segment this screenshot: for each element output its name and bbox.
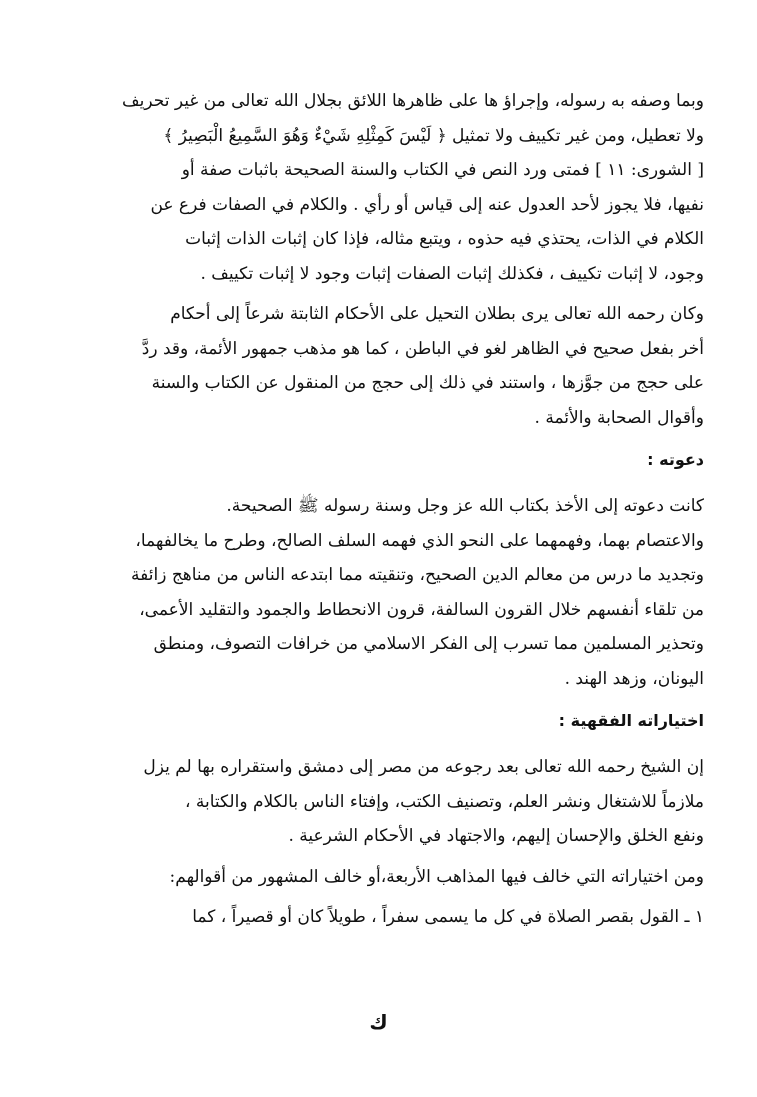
text-line: ومن اختياراته التي خالف فيها المذاهب الأربعة،أو خالف المشهور من أقوالهم: — [169, 866, 704, 887]
text-line: وأقوال الصحابة والأئمة . — [534, 407, 704, 428]
text-line: نفيها، فلا يجوز لأحد العدول عنه إلى قياس أو رأي . والكلام في الصفات فرع عن — [150, 194, 704, 215]
text-line: وبما وصفه به رسوله، وإجراؤ ها على ظاهرها اللائق بجلال الله تعالى من غير تحريف — [122, 91, 704, 111]
text-line: كانت دعوته إلى الأخذ بكتاب الله عز وجل وسنة رسوله ﷺ الصحيحة. — [226, 496, 704, 516]
page-body — [82, 84, 704, 935]
paragraph-dawah — [82, 489, 704, 696]
page-number: ك — [369, 1010, 388, 1034]
text-line: ملازماً للاشتغال ونشر العلم، وتصنيف الكتب، وإفتاء الناس بالكلام والكتابة ، — [185, 791, 704, 812]
paragraph-legal-stratagems — [82, 297, 704, 435]
text-line: وتحذير المسلمين مما تسرب إلى الفكر الاسلامي من خرافات التصوف، ومنطق — [153, 634, 704, 654]
text-line: وكان رحمه الله تعالى يرى بطلان التحيل على الأحكام الثابتة شرعاً إلى أحكام — [170, 304, 704, 324]
text-line: إن الشيخ رحمه الله تعالى بعد رجوعه من مصر إلى دمشق واستقراره بها لم يزل — [143, 757, 704, 777]
text-line: اليونان، وزهد الهند . — [564, 668, 704, 689]
text-line: ولا تعطيل، ومن غير تكييف ولا تمثيل ﴿ لَيْسَ كَمِثْلِهِ شَيْءٌ وَهُوَ السَّمِيعُ الْبَصِيرُ ﴾ — [163, 125, 704, 146]
paragraph-fiqh-intro — [82, 750, 704, 854]
paragraph-choice-1 — [82, 900, 704, 935]
section-heading-fiqh-choices: اختياراته الفقهية : — [558, 711, 704, 730]
text-line: [ الشورى: ١١ ] فمتى ورد النص في الكتاب والسنة الصحيحة باثبات صفة أو — [181, 160, 704, 180]
text-line: وتجديد ما درس من معالم الدين الصحيح، وتنقيته مما ابتدعه الناس من مناهج زائفة — [131, 565, 704, 585]
text-line: وجود، لا إثبات تكييف ، فكذلك إثبات الصفات إثبات وجود لا إثبات تكييف . — [200, 263, 704, 284]
text-line: والاعتصام بهما، وفهمهما على النحو الذي فهمه السلف الصالح، وطرح ما يخالفهما، — [135, 530, 704, 551]
paragraph-choices-lead — [82, 860, 704, 895]
section-heading-dawah: دعوته : — [647, 450, 704, 469]
text-line: من تلقاء أنفسهم خلال القرون السالفة، قرون الانحطاط والجمود والتقليد الأعمى، — [139, 599, 704, 620]
text-line: ١ ـ القول بقصر الصلاة في كل ما يسمى سفراً ، طويلاً كان أو قصيراً ، كما — [192, 907, 704, 927]
text-line: الكلام في الذات، يحتذي فيه حذوه ، ويتبع مثاله، فإذا كان إثبات الذات إثبات — [185, 229, 704, 249]
text-line: أخر بفعل صحيح في الظاهر لغو في الباطن ، كما هو مذهب جمهور الأئمة، وقد ردَّ — [141, 338, 704, 359]
paragraph-attributes — [82, 84, 704, 291]
text-line: ونفع الخلق والإحسان إليهم، والاجتهاد في الأحكام الشرعية . — [288, 826, 704, 846]
text-line: على حجج من جوَّزها ، واستند في ذلك إلى حجج من المنقول عن الكتاب والسنة — [151, 373, 704, 393]
